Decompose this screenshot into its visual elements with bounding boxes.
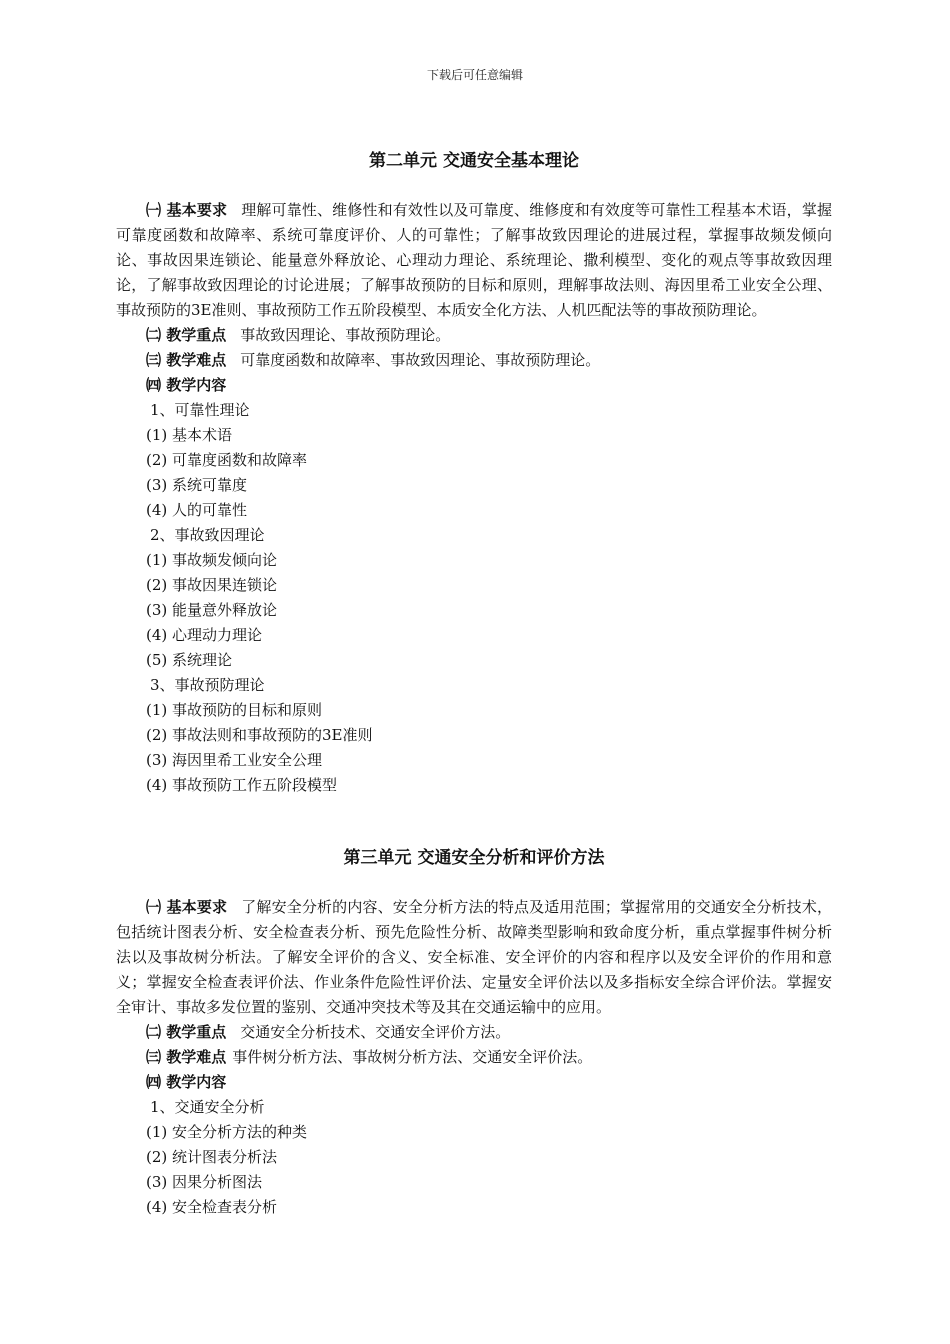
unit2-focus-label: ㈡ 教学重点 [146, 326, 227, 344]
list-item: 2、事故致因理论 [150, 526, 265, 544]
unit3-requirements [116, 895, 832, 1020]
list-item: (2) 事故法则和事故预防的3E准则 [146, 726, 373, 744]
list-item: (3) 系统可靠度 [146, 476, 248, 494]
unit3-focus-label: ㈡ 教学重点 [146, 1023, 227, 1041]
unit3-section [116, 843, 832, 1220]
unit3-focus-text: 交通安全分析技术、交通安全评价方法。 [240, 1023, 511, 1041]
list-item: (2) 可靠度函数和故障率 [146, 451, 308, 469]
unit2-diff-text: 可靠度函数和故障率、事故致因理论、事故预防理论。 [240, 351, 601, 369]
unit2-focus [116, 323, 832, 348]
unit2-diff-label: ㈢ 教学难点 [146, 351, 227, 369]
list-item: (2) 统计图表分析法 [146, 1148, 278, 1166]
unit2-requirements [116, 198, 832, 323]
unit2-req-label: ㈠ 基本要求 [146, 201, 228, 219]
list-item: 3、事故预防理论 [150, 676, 265, 694]
list-item: (4) 心理动力理论 [146, 626, 263, 644]
unit3-diff-text: 事件树分析方法、事故树分析方法、交通安全评价法。 [232, 1048, 593, 1066]
list-item: (1) 安全分析方法的种类 [146, 1123, 308, 1141]
list-item: (3) 因果分析图法 [146, 1173, 263, 1191]
unit3-focus [116, 1020, 832, 1045]
unit3-req-label: ㈠ 基本要求 [146, 898, 228, 916]
unit3-title: 第三单元 交通安全分析和评价方法 [343, 848, 605, 868]
unit2-req-text: 理解可靠性、维修性和有效性以及可靠度、维修度和有效度等可靠性工程基本术语，掌握可靠度函数和故障率、系统可靠度评价、人的可靠性；了解事故致因理论的进展过程，掌握事故频发倾向论、事故因果连锁论、能量意外释放论、心理动力理论、系统理论、撒利模型、变化的观点等事故致因理论，了解事故致因理论的讨论进展；了解事故预防的目标和原则，理解事故法则、海因里希工业安全公理、事故预防的3E准则、事故预防工作五阶段模型、本质安全化方法、人机匹配法等的事故预防理论。 [116, 201, 832, 319]
unit2-section [116, 146, 832, 798]
list-item: (2) 事故因果连锁论 [146, 576, 278, 594]
unit2-content-label: ㈣ 教学内容 [146, 376, 227, 394]
list-item: 1、可靠性理论 [150, 401, 250, 419]
unit3-content-label: ㈣ 教学内容 [146, 1073, 227, 1091]
header-note: 下载后可任意编辑 [426, 68, 523, 82]
unit3-req-text: 了解安全分析的内容、安全分析方法的特点及适用范围；掌握常用的交通安全分析技术，包括统计图表分析、安全检查表分析、预先危险性分析、故障类型影响和致命度分析，重点掌握事件树分析法以及事故树分析法。了解安全评价的含义、安全标准、安全评价的内容和程序以及安全评价的作用和意义；掌握安全检查表评价法、作业条件危险性评价法、定量安全评价法以及多指标安全综合评价法。掌握安全审计、事故多发位置的鉴别、交通冲突技术等及其在交通运输中的应用。 [116, 898, 832, 1016]
list-item: (3) 能量意外释放论 [146, 601, 278, 619]
unit3-difficulty [116, 1045, 832, 1070]
unit2-title: 第二单元 交通安全基本理论 [369, 151, 579, 171]
list-item: (5) 系统理论 [146, 651, 233, 669]
unit2-difficulty [116, 348, 832, 373]
list-item: (1) 事故预防的目标和原则 [146, 701, 323, 719]
list-item: (3) 海因里希工业安全公理 [146, 751, 323, 769]
list-item: 1、交通安全分析 [150, 1098, 265, 1116]
list-item: (1) 事故频发倾向论 [146, 551, 278, 569]
list-item: (4) 人的可靠性 [146, 501, 248, 519]
unit3-content-heading [116, 1070, 832, 1095]
unit3-diff-label: ㈢ 教学难点 [146, 1048, 227, 1066]
list-item: (4) 事故预防工作五阶段模型 [146, 776, 338, 794]
list-item: (1) 基本术语 [146, 426, 233, 444]
unit2-focus-text: 事故致因理论、事故预防理论。 [240, 326, 451, 344]
list-item: (4) 安全检查表分析 [146, 1198, 278, 1216]
unit2-content-heading [116, 373, 832, 398]
